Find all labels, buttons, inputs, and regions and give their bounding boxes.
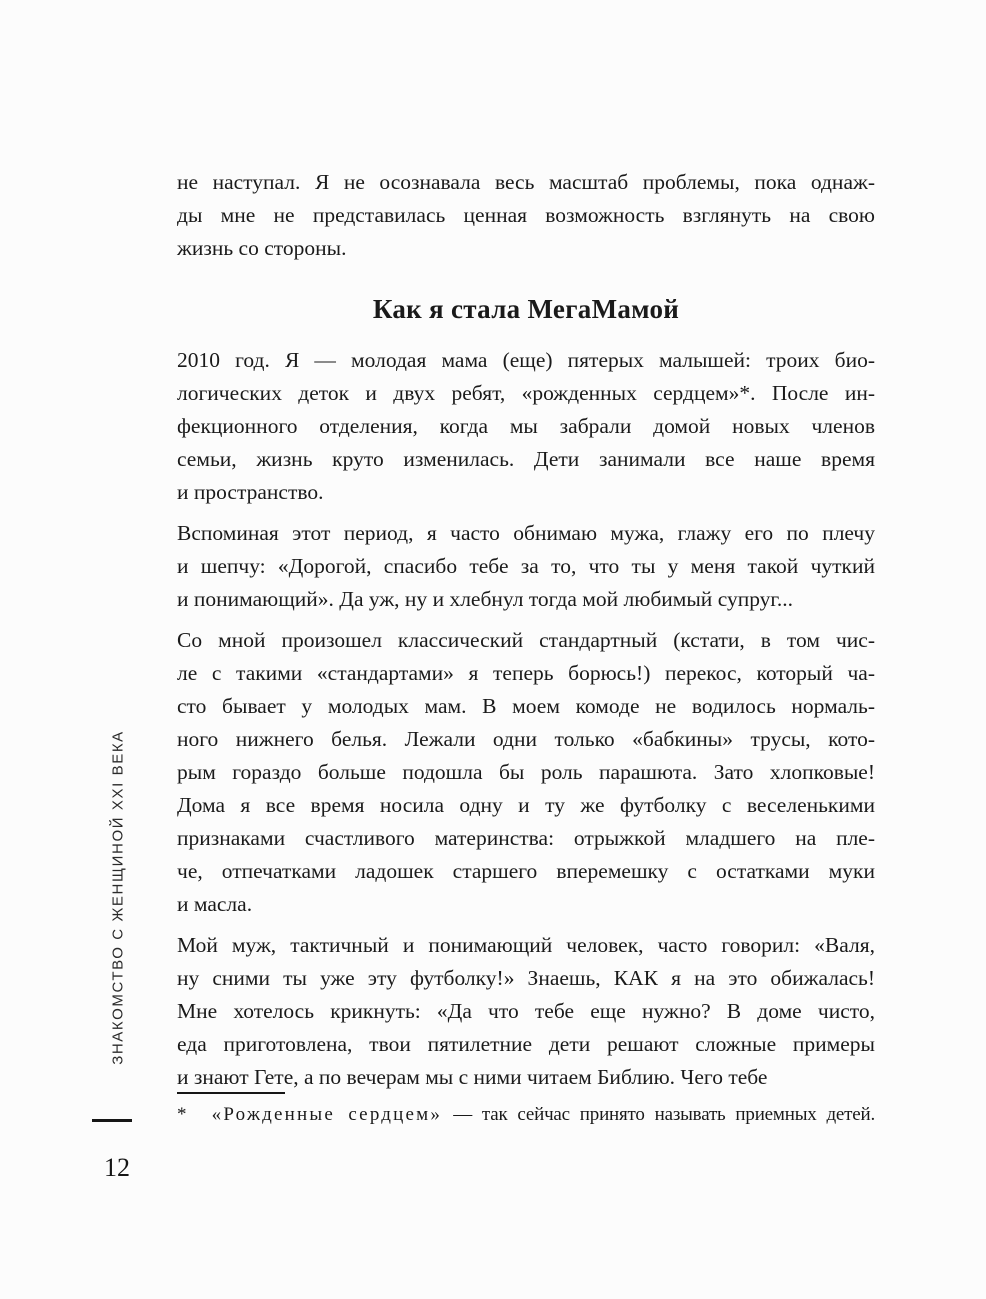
text-line: че, отпечатками ладошек старшего вперемешку с остатками муки (177, 858, 875, 883)
text-line: 2010 год. Я — молодая мама (еще) пятерых малышей: троих био- (177, 347, 875, 372)
text-line: семьи, жизнь круто изменилась. Дети занимали все наше время (177, 446, 875, 471)
paragraph-intro (177, 166, 875, 265)
sidebar-vertical-title: ЗНАКОМСТВО С ЖЕНЩИНОЙ XXI ВЕКА (109, 730, 127, 1065)
footnote-separator-rule (177, 1092, 285, 1094)
text-line: рым гораздо больше подошла бы роль парашюта. Зато хлопковые! (177, 759, 875, 784)
text-line: ле с такими «стандартами» я теперь борюсь!) перекос, который ча- (177, 660, 875, 685)
text-line: и пространство. (177, 479, 324, 504)
text-line: ну сними ты уже эту футболку!» Знаешь, КАК я на это обижалась! (177, 965, 875, 990)
footnote-text (177, 1103, 875, 1127)
chapter-heading: Как я стала МегаМамой (372, 293, 680, 324)
page-number: 12 (104, 1153, 130, 1182)
paragraph (177, 929, 875, 1094)
text-line: еда приготовлена, твои пятилетние дети решают сложные примеры (177, 1031, 875, 1056)
text-line: признаками счастливого материнства: отрыжкой младшего на пле- (177, 825, 875, 850)
text-line: ного нижнего белья. Лежали одни только «бабкины» трусы, кото- (177, 726, 875, 751)
text-line: Мне хотелось крикнуть: «Да что тебе еще нужно? В доме чисто, (177, 998, 875, 1023)
text-line: сто бывает у молодых мам. В моем комоде не водилось нормаль- (177, 693, 875, 718)
paragraph (177, 344, 875, 509)
paragraph (177, 517, 875, 616)
paragraph (177, 624, 875, 921)
text-line: жизнь со стороны. (177, 236, 347, 260)
text-line: логических деток и двух ребят, «рожденных сердцем»*. После ин- (177, 380, 875, 405)
footnote-term: «Рожденные сердцем» (211, 1104, 443, 1125)
margin-rule (92, 1119, 132, 1122)
text-line: ды мне не представилась ценная возможность взглянуть на свою (177, 203, 875, 227)
text-line: и шепчу: «Дорогой, спасибо тебе за то, что ты у меня такой чуткий (177, 553, 875, 578)
text-line: фекционного отделения, когда мы забрали домой новых членов (177, 413, 875, 438)
text-line: и понимающий». Да уж, ну и хлебнул тогда мой любимый супруг... (177, 586, 793, 611)
text-column (177, 166, 875, 1102)
text-line: не наступал. Я не осознавала весь масштаб проблемы, пока однаж- (177, 170, 875, 194)
footnote-definition: — так сейчас принято называть приемных детей. (453, 1104, 876, 1125)
text-line: и знают Гете, а по вечерам мы с ними читаем Библию. Чего тебе (177, 1064, 768, 1089)
footnote (177, 1092, 875, 1127)
text-line: и масла. (177, 891, 253, 916)
footnote-marker: * (177, 1104, 187, 1125)
text-line: Со мной произошел классический стандартный (кстати, в том чис- (177, 627, 875, 652)
text-line: Мой муж, тактичный и понимающий человек, часто говорил: «Валя, (177, 932, 875, 957)
text-line: Вспоминая этот период, я часто обнимаю мужа, глажу его по плечу (177, 520, 875, 545)
text-line: Дома я все время носила одну и ту же футболку с веселенькими (177, 792, 875, 817)
